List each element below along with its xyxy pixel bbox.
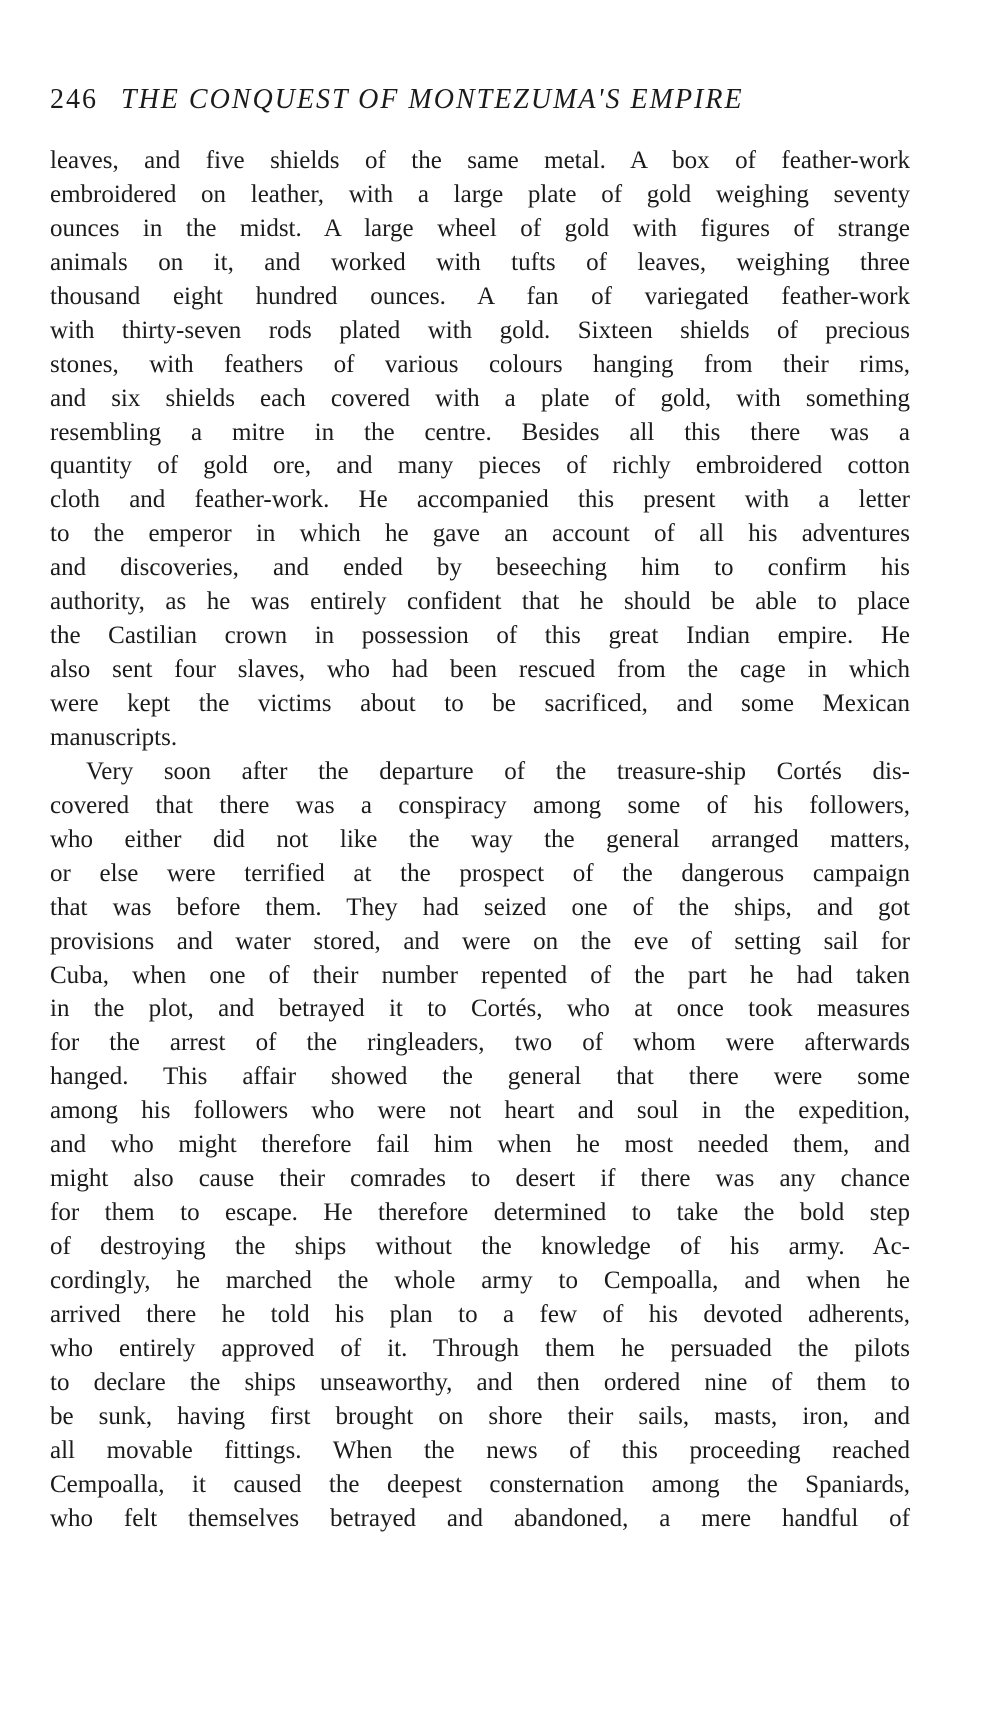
text-line: the Castilian crown in possession of this great Indian empire. He bbox=[50, 622, 910, 650]
text-line: cloth and feather-work. He accompanied this present with a letter bbox=[50, 486, 910, 514]
text-line: and who might therefore fail him when he most needed them, and bbox=[50, 1131, 910, 1159]
text-line: in the plot, and betrayed it to Cortés, who at once took measures bbox=[50, 995, 910, 1023]
text-line: among his followers who were not heart and soul in the expedition, bbox=[50, 1097, 910, 1125]
text-line: to declare the ships unseaworthy, and then ordered nine of them to bbox=[50, 1368, 910, 1396]
text-line: authority, as he was entirely confident that he should be able to place bbox=[50, 588, 910, 616]
text-line: who either did not like the way the general arranged matters, bbox=[50, 825, 910, 853]
page-number: 246 bbox=[50, 84, 98, 115]
text-line: provisions and water stored, and were on the eve of setting sail for bbox=[50, 927, 910, 955]
text-line: for them to escape. He therefore determined to take the bold step bbox=[50, 1199, 910, 1227]
text-line: who entirely approved of it. Through them he persuaded the pilots bbox=[50, 1334, 910, 1362]
text-line: embroidered on leather, with a large plate of gold weighing seventy bbox=[50, 180, 910, 208]
text-line: or else were terrified at the prospect of the dangerous campaign bbox=[50, 859, 910, 887]
text-line: Cuba, when one of their number repented of the part he had taken bbox=[50, 961, 910, 989]
text-line: and discoveries, and ended by beseeching him to confirm his bbox=[50, 554, 910, 582]
running-title: THE CONQUEST OF MONTEZUMA'S EMPIRE bbox=[121, 84, 744, 115]
text-line: stones, with feathers of various colours hanging from their rims, bbox=[50, 350, 910, 378]
text-line: leaves, and five shields of the same metal. A box of feather-work bbox=[50, 147, 910, 174]
text-line: all movable fittings. When the news of this proceeding reached bbox=[50, 1436, 910, 1464]
text-line: to the emperor in which he gave an account of all his adventures bbox=[50, 520, 910, 548]
body-text bbox=[50, 144, 910, 1535]
text-line: also sent four slaves, who had been rescued from the cage in which bbox=[50, 656, 910, 684]
text-line: Cempoalla, it caused the deepest consternation among the Spaniards, bbox=[50, 1470, 910, 1498]
text-line: who felt themselves betrayed and abandoned, a mere handful of bbox=[50, 1504, 910, 1532]
text-line: quantity of gold ore, and many pieces of richly embroidered cotton bbox=[50, 452, 910, 480]
text-line: arrived there he told his plan to a few of his devoted adherents, bbox=[50, 1300, 910, 1328]
text-line: and six shields each covered with a plate of gold, with something bbox=[50, 384, 910, 412]
paragraph-2 bbox=[50, 755, 910, 1536]
text-line: ounces in the midst. A large wheel of gold with figures of strange bbox=[50, 214, 910, 242]
text-line: Very soon after the departure of the treasure-ship Cortés dis- bbox=[86, 757, 910, 785]
running-header bbox=[50, 80, 910, 120]
text-line: might also cause their comrades to desert if there was any chance bbox=[50, 1165, 910, 1193]
text-line: with thirty-seven rods plated with gold. Sixteen shields of precious bbox=[50, 316, 910, 344]
text-line: animals on it, and worked with tufts of leaves, weighing three bbox=[50, 248, 910, 276]
text-line: covered that there was a conspiracy among some of his followers, bbox=[50, 791, 910, 819]
text-line: of destroying the ships without the knowledge of his army. Ac- bbox=[50, 1233, 910, 1260]
paragraph-1 bbox=[50, 144, 910, 755]
text-line: cordingly, he marched the whole army to Cempoalla, and when he bbox=[50, 1266, 910, 1294]
text-line: for the arrest of the ringleaders, two of whom were afterwards bbox=[50, 1029, 910, 1057]
text-line: resembling a mitre in the centre. Besides all this there was a bbox=[50, 418, 910, 446]
text-line: be sunk, having first brought on shore their sails, masts, iron, and bbox=[50, 1402, 910, 1430]
text-line: manuscripts. bbox=[50, 723, 178, 751]
text-line: that was before them. They had seized one of the ships, and got bbox=[50, 893, 910, 921]
text-line: were kept the victims about to be sacrificed, and some Mexican bbox=[50, 690, 910, 717]
text-line: thousand eight hundred ounces. A fan of variegated feather-work bbox=[50, 282, 910, 310]
text-line: hanged. This affair showed the general that there were some bbox=[50, 1063, 910, 1091]
